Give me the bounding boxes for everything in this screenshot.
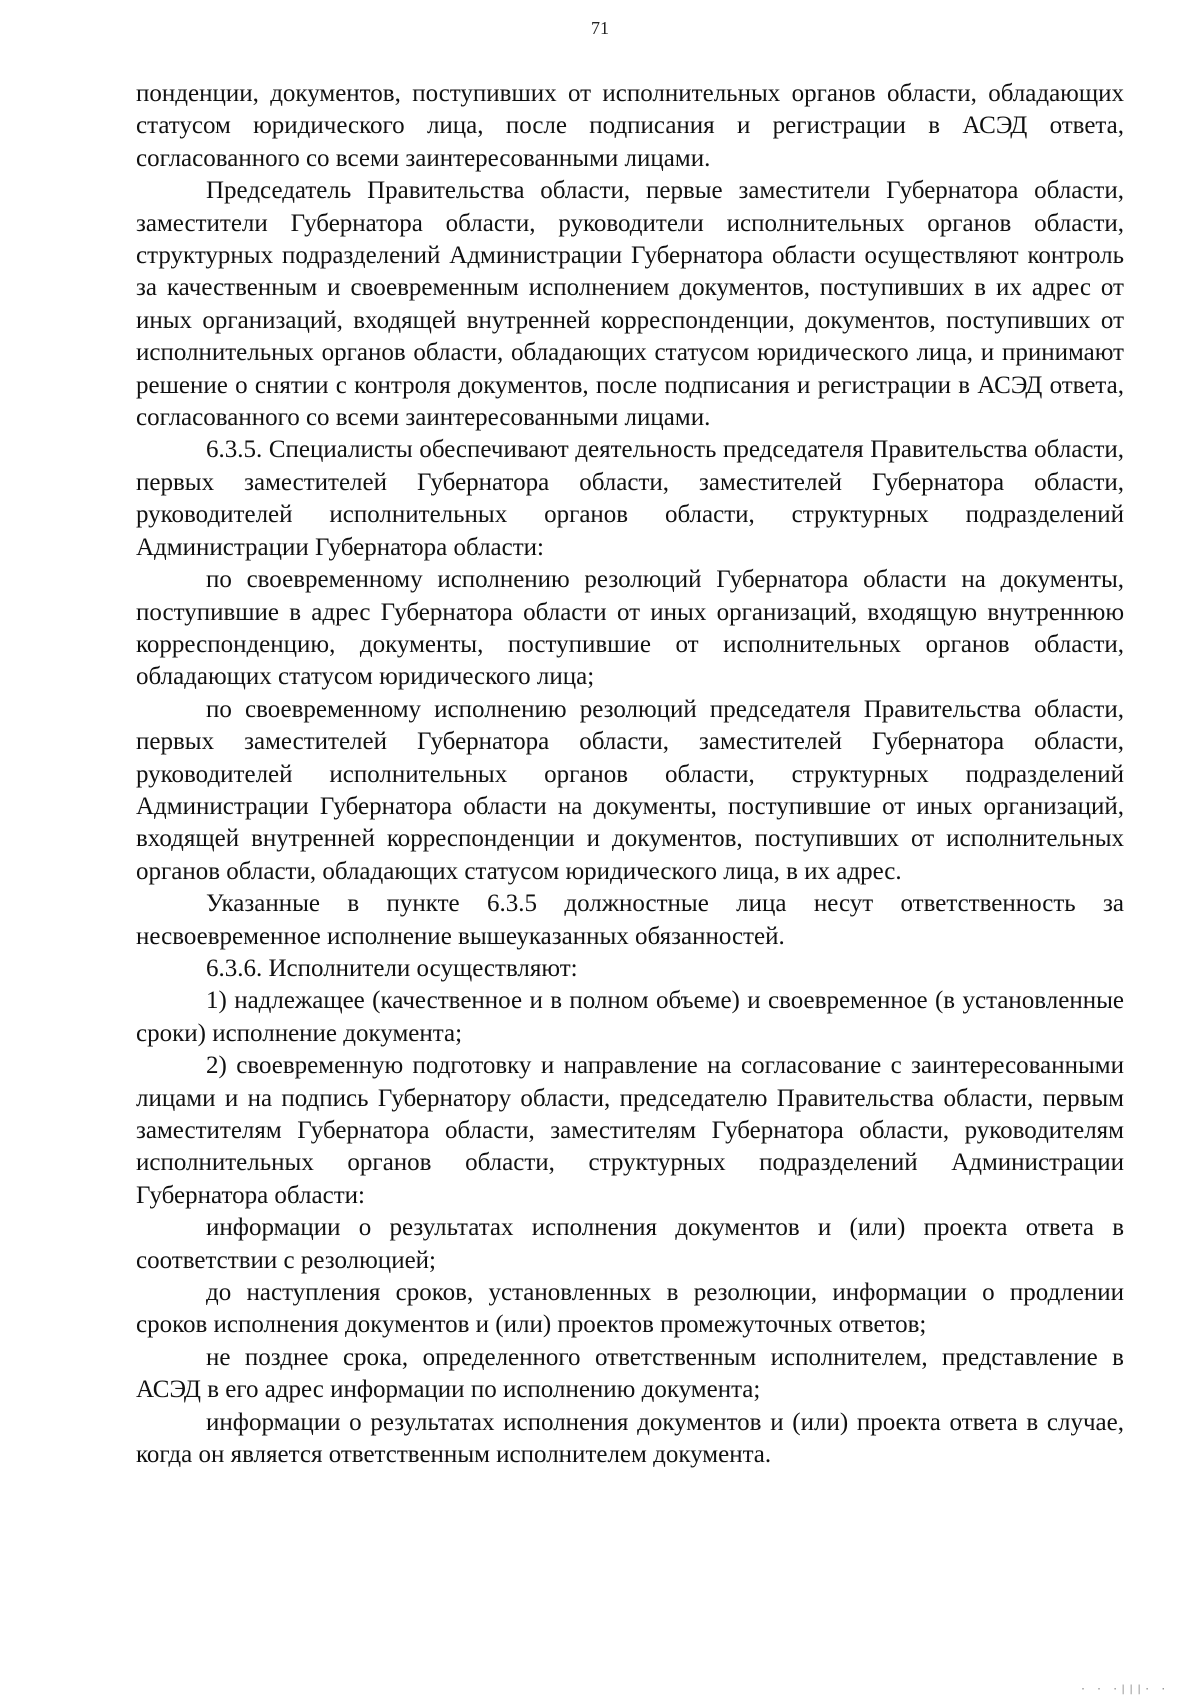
list-item-2: 2) своевременную подготовку и направление на согласование с заинтересованными лицами и на подпись Губернатору области, председателю Правительства области, первым заместителям Губернатора области, заместителям Губернатора области, руководителям исполнительных органов области, структурных подразделений Администрации Губернатора области: [136, 1052, 1124, 1209]
subitem-extension-info: до наступления сроков, установленных в резолюции, информации о продлении сроков исполнения документов и (или) проектов промежуточных ответов; [136, 1279, 1124, 1339]
subitem-results-info: информации о результатах исполнения документов и (или) проекта ответа в соответствии с резолюцией; [136, 1214, 1124, 1274]
paragraph-6-3-5: 6.3.5. Специалисты обеспечивают деятельность председателя Правительства области, первых заместителей Губернатора области, заместителей Губернатора области, руководителей исполнительных органов области, структурных подразделений Администрации Губернатора области: [136, 436, 1124, 561]
subitem-responsible-info: информации о результатах исполнения документов и (или) проекта ответа в случае, когда он является ответственным исполнителем документа. [136, 1408, 1124, 1469]
paragraph-chairman-control: Председатель Правительства области, первые заместители Губернатора области, заместители Губернатора области, руководители исполнительных органов области, структурных подразделений Администрации Губернатора области осуществляют контроль за качественным и своевременным исполнением документов, поступивших в их адрес от иных организаций, входящей внутренней корреспонденции, документов, поступивших от исполнительных органов области, обладающих статусом юридического лица, и принимают решение о снятии с контроля документов, после подписания и регистрации в АСЭД ответа, согласованного со всеми заинтересованными лицами. [136, 177, 1124, 432]
scan-artifact: · · ·|||· · [1080, 1684, 1169, 1695]
subitem-ased-info: не позднее срока, определенного ответственным исполнителем, представление в АСЭД в его адрес информации по исполнению документа; [136, 1343, 1124, 1404]
paragraph-governor-resolutions: по своевременному исполнению резолюций Губернатора области на документы, поступившие в адрес Губернатора области от иных организаций, входящую внутреннюю корреспонденцию, документы, поступившие от исполнительных органов области, обладающих статусом юридического лица; [136, 566, 1124, 691]
paragraph-chairman-resolutions: по своевременному исполнению резолюций председателя Правительства области, первых заместителей Губернатора области, заместителей Губернатора области, руководителей исполнительных органов области, структурных подразделений Администрации Губернатора области на документы, поступившие от иных организаций, входящей внутренней корреспонденции и документов, поступивших от исполнительных органов области, обладающих статусом юридического лица, в их адрес. [136, 695, 1124, 885]
list-item-1: 1) надлежащее (качественное и в полном объеме) и своевременное (в установленные сроки) исполнение документа; [136, 987, 1124, 1047]
page-number: 71 [591, 18, 609, 38]
paragraph-continuation: понденции, документов, поступивших от исполнительных органов области, обладающих статусом юридического лица, после подписания и регистрации в АСЭД ответа, согласованного со всеми заинтересованными лицами. [136, 80, 1124, 172]
document-body [136, 78, 1124, 1471]
paragraph-responsibility: Указанные в пункте 6.3.5 должностные лица несут ответственность за несвоевременное исполнение вышеуказанных обязанностей. [136, 890, 1124, 950]
paragraph-6-3-6: 6.3.6. Исполнители осуществляют: [206, 954, 578, 982]
